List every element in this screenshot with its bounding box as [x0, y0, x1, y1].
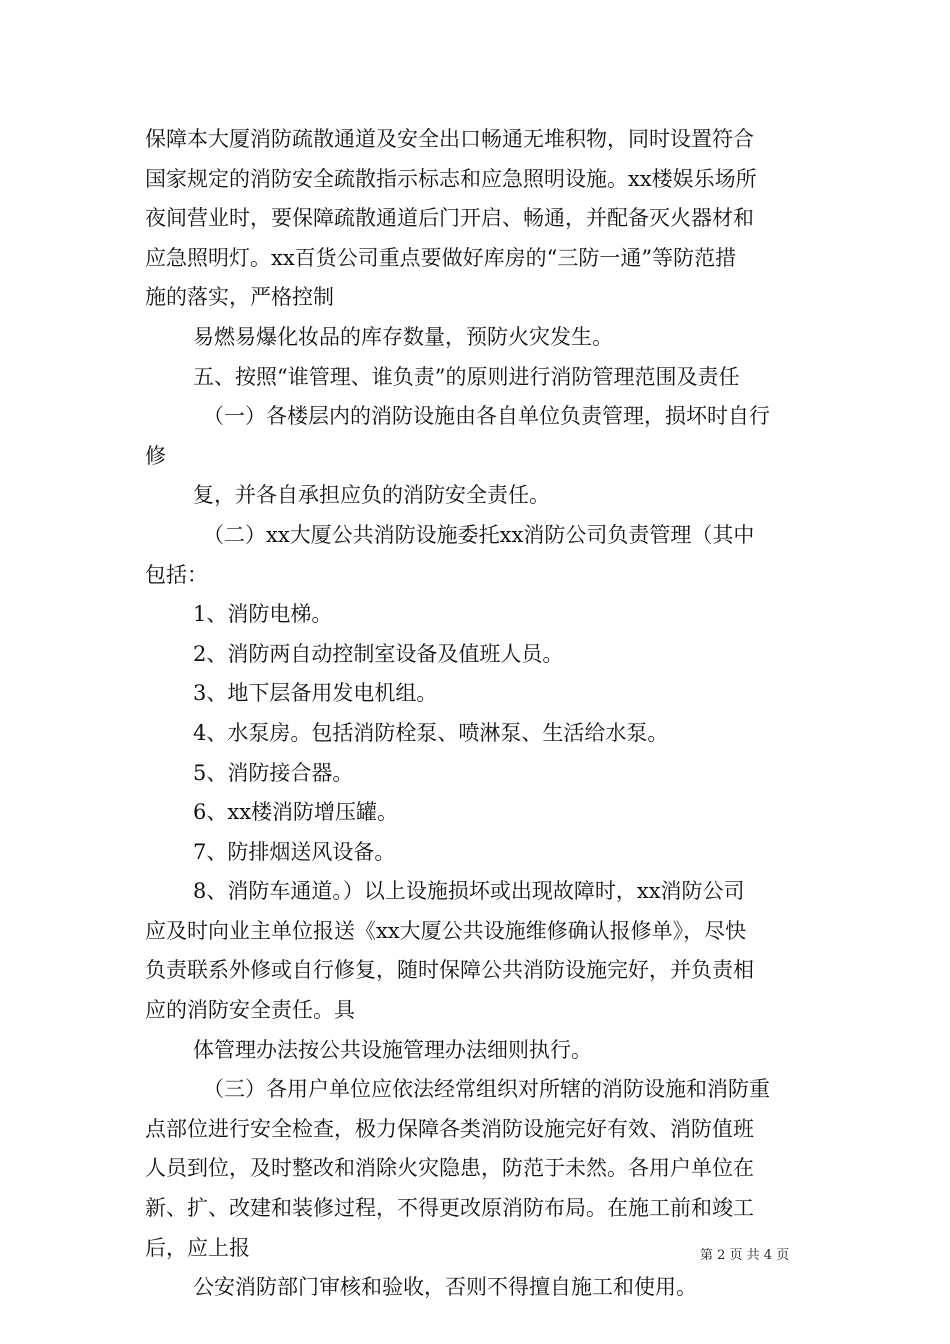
- text-line: 施的落实，严格控制: [145, 285, 334, 310]
- text-line: 应急照明灯。xx百货公司重点要做好库房的“三防一通”等防范措: [145, 245, 737, 270]
- list-item: 6、xx楼消防增压罐。: [193, 800, 399, 825]
- text-line: 保障本大厦消防疏散通道及安全出口畅通无堆积物，同时设置符合: [145, 127, 754, 151]
- text-line: 包括：: [145, 562, 208, 587]
- text-line: 后，应上报: [145, 1235, 250, 1260]
- list-item: 4、水泵房。包括消防栓泵、喷淋泵、生活给水泵。: [193, 720, 669, 745]
- text-line: 点部位进行安全检查，极力保障各类消防设施完好有效、消防值班: [145, 1116, 754, 1141]
- text-line: 易燃易爆化妆品的库存数量，预防火灾发生。: [193, 324, 613, 349]
- text-line: 体管理办法按公共设施管理办法细则执行。: [193, 1037, 592, 1062]
- list-item: 5、消防接合器。: [193, 760, 354, 785]
- list-item: 8、消防车通道。）以上设施损坏或出现故障时，xx消防公司: [193, 879, 745, 904]
- text-line: 国家规定的消防安全疏散指示标志和应急照明设施。xx楼娱乐场所: [145, 166, 757, 191]
- text-line: 夜间营业时，要保障疏散通道后门开启、畅通，并配备灭火器材和: [145, 206, 754, 231]
- list-item: 3、地下层备用发电机组。: [193, 681, 438, 706]
- text-line: （二）xx大厦公共消防设施委托xx消防公司负责管理（其中: [203, 522, 755, 547]
- list-item: 7、防排烟送风设备。: [193, 839, 396, 864]
- section-heading: 五、按照“谁管理、谁负责”的原则进行消防管理范围及责任: [193, 364, 740, 389]
- list-item: 2、消防两自动控制室设备及值班人员。: [193, 641, 564, 666]
- text-line: （一）各楼层内的消防设施由各自单位负责管理，损坏时自行: [203, 404, 770, 429]
- list-item: 1、消防电梯。: [193, 602, 333, 627]
- text-line: 复，并各自承担应负的消防安全责任。: [193, 483, 550, 508]
- text-line: 应及时向业主单位报送《xx大厦公共设施维修确认报修单》，尽快: [145, 918, 747, 943]
- text-line: 人员到位，及时整改和消除火灾隐患，防范于未然。各用户单位在: [145, 1156, 754, 1181]
- document-body: [145, 120, 815, 1308]
- text-line: 修: [145, 443, 166, 468]
- page-number: 第 2 页 共 4 页: [700, 1248, 790, 1263]
- text-line: 负责联系外修或自行修复，随时保障公共消防设施完好，并负责相: [145, 958, 754, 983]
- text-line: 公安消防部门审核和验收，否则不得擅自施工和使用。: [193, 1275, 697, 1300]
- text-line: 新、扩、改建和装修过程，不得更改原消防布局。在施工前和竣工: [145, 1196, 754, 1221]
- text-line: 应的消防安全责任。具: [145, 998, 355, 1023]
- text-line: （三）各用户单位应依法经常组织对所辖的消防设施和消防重: [203, 1077, 770, 1102]
